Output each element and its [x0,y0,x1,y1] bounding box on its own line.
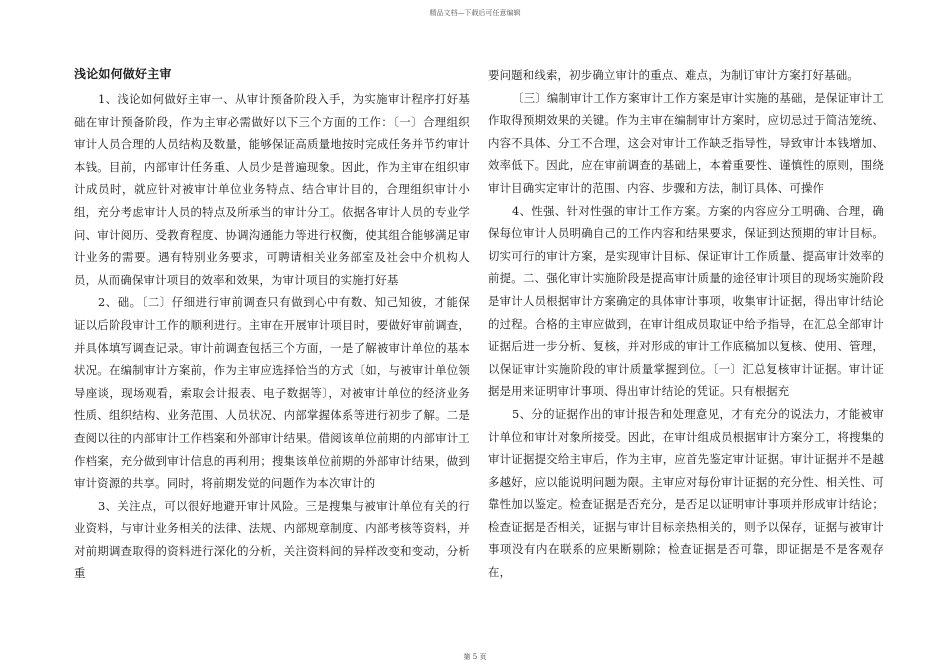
paragraph-3-continued: 要问题和线索，初步确立审计的重点、难点，为制订审计方案打好基础。 [488,68,859,82]
left-column [74,62,470,585]
paragraph-2: 2、础。〔二〕仔细进行审前调查只有做到心中有数、知己知彼，才能保证以后阶段审计工作的顺利进行。主审在开展审计项目时，要做好审前调查，并具体填写调查记录。审计前调查包括三个方面，一是了解被审计单位的基本状况。在编制审计方案前，作为主审应选择恰当的方式〔如，与被审计单位领导座谈，现场观看，索取会计报表、电子数据等〕，对被审计单位的经济业务性质、组织结构、业务范围、人员状况、内部掌握体系等进行初步了解。二是查阅以往的内部审计工作档案和外部审计结果。借阅该单位前期的内部审计工作档案，充分做到审计信息的再利用；搜集该单位前期的外部审计结果，做到审计资源的共享。同时，将前期发觉的问题作为本次审计的 [74,295,470,491]
paragraph-4: 4、性强、针对性强的审计工作方案。方案的内容应分工明确、合理，确保每位审计人员明确自己的工作内容和结果要求，保证到达预期的审计目标。切实可行的审计方案，是实现审计目标、保证审计工作质量、提高审计效率的前提。二、强化审计实施阶段是提高审计质量的途径审计项目的现场实施阶段是审计人员根据审计方案确定的具体审计事项，收集审计证据，得出审计结论的过程。合格的主审应做到，在审计组成员取证中给予指导，在汇总全部审计证据后进一步分析、复核，并对形成的审计工作底稿加以复核、使用、管理，以保证审计实施阶段的审计质量掌握到位。〔一〕汇总复核审计证据。审计证据是用来证明审计事项、得出审计结论的凭证。只有根据充 [488,203,884,399]
paragraph-1: 1、浅论如何做好主审一、从审计预备阶段入手，为实施审计程序打好基础在审计预备阶段，作为主审必需做好以下三个方面的工作：〔一〕合理组织审计人员合理的人员结构及数量，能够保证高质量地按时完成任务并节约审计本钱。目前，内部审计任务重、人员少是普遍现象。因此，作为主审在组织审计成员时，就应针对被审计单位业务特点、结合审计目的，合理组织审计小组，充分考虑审计人员的特点及所承当的审计分工。依据各审计人员的专业学问、审计阅历、受教育程度、协调沟通能力等进行权衡，使其组合能够满足审计业务的需要。遇有特别业务要求，可聘请相关业务部室及社会中介机构人员，从而确保审计项目的效率和效果，为审计项目的实施打好基 [74,92,470,287]
paragraph-5: 5、分的证据作出的审计报告和处理意见，才有充分的说法力，才能被审计单位和审计对象所接受。因此，在审计组成员根据审计方案分工，将搜集的审计证据提交给主审后，作为主审，应首先鉴定审计证据。审计证据并不是越多越好，应以能说明问题为限。主审应对每份审计证据的充分性、相关性、可靠性加以鉴定。检查证据是否充分，是否足以证明审计事项并形成审计结论；检查证据是否相关，证据与审计目标亲热相关的，则予以保存，证据与被审计事项没有内在联系的应果断剔除；检查证据是否可靠，即证据是不是客观存在， [488,406,884,580]
page-number: 第 5 页 [463,653,487,661]
right-column [488,64,884,584]
document-title: 浅论如何做好主审 [74,67,172,81]
paragraph-section-three: 〔三〕编制审计工作方案审计工作方案是审计实施的基础，是保证审计工作取得预期效果的关键。作为主审在编制审计方案时，应切忌过于简洁笼统、内容不具体、分工不合理，这会对审计工作缺乏指导性，导致审计本钱增加、效率低下。因此，应在审前调查的基础上，本着重要性、谨慎性的原则，围绕审计目确实定审计的范围、内容、步骤和方法，制订具体、可操作 [488,90,884,195]
page-header: 精品文档—下载后可任意编辑 [429,9,521,17]
paragraph-3: 3、关注点，可以很好地避开审计风险。三是搜集与被审计单位有关的行业资料，与审计业务相关的法律、法规、内部规章制度、内部考核等资料，并对前期调查取得的资料进行深化的分析，关注资料间的异样改变和变动，分析重 [74,498,470,581]
